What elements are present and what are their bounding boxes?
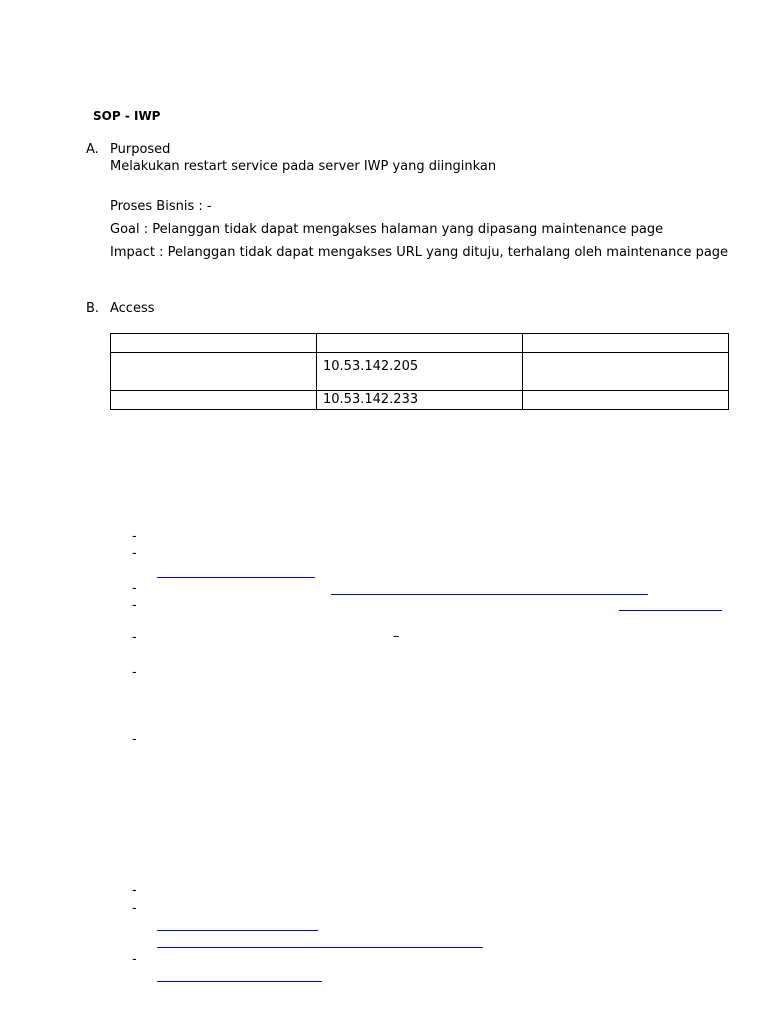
bullet-marker: -	[132, 665, 137, 680]
table-cell	[111, 353, 317, 391]
hyperlink-underline[interactable]	[157, 981, 322, 982]
bullet-marker: -	[132, 630, 137, 645]
bullet-marker: -	[132, 732, 137, 747]
table-cell	[523, 353, 729, 391]
section-a-marker: A.	[86, 142, 99, 157]
table-cell	[523, 391, 729, 410]
hyperlink-underline[interactable]	[157, 577, 315, 578]
table-row	[111, 391, 729, 410]
hyperlink-underline[interactable]	[619, 610, 722, 611]
goal-text: Goal : Pelanggan tidak dapat mengakses halaman yang dipasang maintenance page	[110, 222, 664, 237]
bullet-marker: -	[132, 883, 137, 898]
bullet-marker: -	[132, 901, 137, 916]
access-table	[110, 333, 729, 410]
bullet-marker: -	[132, 546, 137, 561]
bullet-marker: -	[132, 598, 137, 613]
hyperlink-underline[interactable]	[157, 930, 318, 931]
table-row	[111, 353, 729, 391]
table-cell	[111, 334, 317, 353]
section-b-heading: Access	[110, 301, 155, 316]
section-a-description: Melakukan restart service pada server IWP yang diinginkan	[110, 159, 497, 174]
table-row	[111, 334, 729, 353]
bullet-marker: -	[132, 581, 137, 596]
table-cell: 10.53.142.233	[317, 391, 523, 410]
document-title: SOP - IWP	[93, 109, 161, 123]
bullet-marker: -	[132, 529, 137, 544]
stray-dash-mark: –	[393, 629, 400, 644]
table-cell: 10.53.142.205	[317, 353, 523, 391]
hyperlink-underline[interactable]	[157, 947, 483, 948]
section-b-marker: B.	[86, 301, 100, 316]
proses-bisnis-text: Proses Bisnis : -	[110, 199, 212, 214]
impact-text: Impact : Pelanggan tidak dapat mengakses URL yang dituju, terhalang oleh maintenance page	[110, 245, 729, 260]
table-cell	[317, 334, 523, 353]
bullet-marker: -	[132, 952, 137, 967]
table-cell	[523, 334, 729, 353]
section-a-heading: Purposed	[110, 142, 171, 157]
table-cell	[111, 391, 317, 410]
hyperlink-underline[interactable]	[331, 594, 648, 595]
